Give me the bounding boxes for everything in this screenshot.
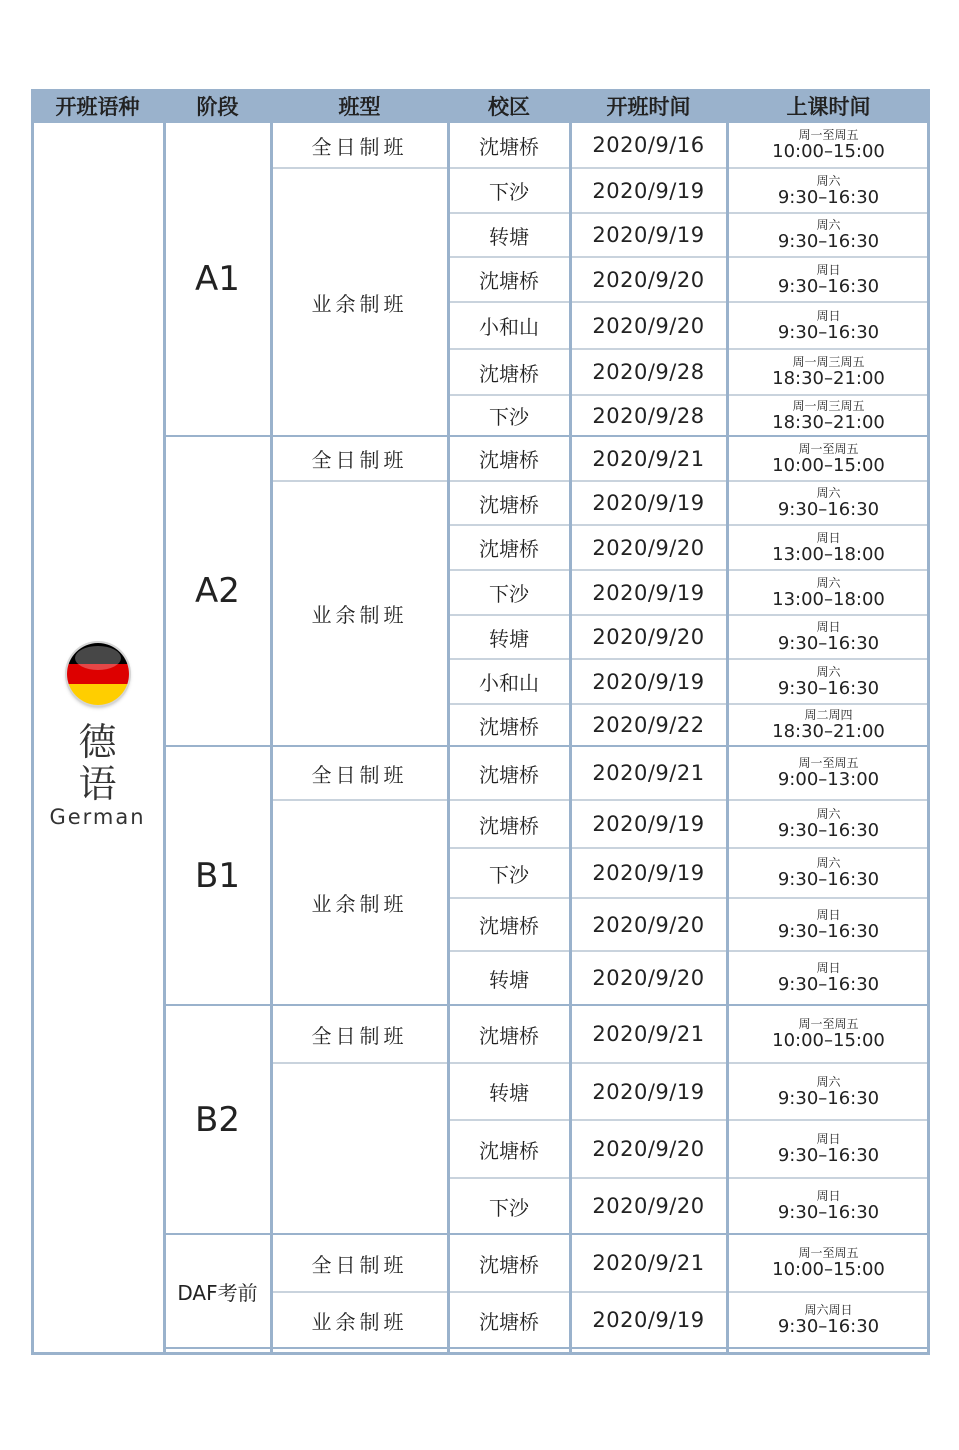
- class-time-cell: [727, 214, 930, 258]
- class-type-cell: 业余制班: [271, 801, 448, 1006]
- stage-cell: B2: [164, 1006, 271, 1235]
- class-days: 周六: [816, 575, 841, 590]
- campus-cell: 小和山: [448, 660, 570, 705]
- start-date-cell: 2020/9/19: [570, 482, 727, 526]
- class-time-cell: [727, 747, 930, 801]
- class-days: 周六周日: [804, 1303, 853, 1317]
- class-time-cell: [727, 1293, 930, 1349]
- campus-cell: 沈塘桥: [448, 1293, 570, 1349]
- campus-cell: 转塘: [448, 1064, 570, 1121]
- start-date-cell: 2020/9/19: [570, 214, 727, 258]
- class-days: 周日: [816, 620, 841, 634]
- class-type-cell: 全日制班: [271, 437, 448, 482]
- class-hours: 9:30–16:30: [777, 869, 880, 890]
- class-hours: 10:00–15:00: [772, 454, 885, 476]
- class-type-cell: [271, 1064, 448, 1235]
- campus-cell: 下沙: [448, 571, 570, 616]
- class-days: 周一至周五: [798, 441, 859, 456]
- class-days: 周一至周五: [798, 756, 859, 770]
- start-date-cell: 2020/9/20: [570, 303, 727, 350]
- campus-cell: 沈塘桥: [448, 258, 570, 303]
- language-name-cn: 德 语: [78, 720, 131, 806]
- class-days: 周六: [816, 664, 841, 679]
- class-hours: 10:00–15:00: [772, 1259, 885, 1280]
- start-date-cell: 2020/9/19: [570, 1064, 727, 1121]
- class-time-cell: [727, 482, 930, 526]
- class-days: 周日: [816, 907, 841, 922]
- campus-cell: 转塘: [448, 616, 570, 660]
- column-divider: [447, 89, 450, 1355]
- class-days: 周六: [816, 807, 841, 821]
- start-date-cell: 2020/9/19: [570, 571, 727, 616]
- class-hours: 9:00–13:00: [777, 769, 880, 790]
- start-date-cell: 2020/9/20: [570, 526, 727, 571]
- header-start-date: 开班时间: [570, 89, 727, 123]
- campus-cell: 沈塘桥: [448, 482, 570, 526]
- class-type-cell: 业余制班: [271, 482, 448, 747]
- class-hours: 9:30–16:30: [777, 321, 880, 343]
- start-date-cell: 2020/9/19: [570, 660, 727, 705]
- class-type-cell: 全日制班: [271, 1006, 448, 1064]
- campus-cell: 沈塘桥: [448, 747, 570, 801]
- campus-cell: 沈塘桥: [448, 123, 570, 169]
- campus-cell: 下沙: [448, 396, 570, 437]
- class-hours: 10:00–15:00: [772, 1030, 885, 1051]
- class-hours: 9:30–16:30: [777, 820, 880, 841]
- class-hours: 9:30–16:30: [777, 677, 880, 699]
- class-days: 周日: [816, 1132, 841, 1146]
- class-hours: 9:30–16:30: [777, 974, 880, 995]
- campus-cell: 沈塘桥: [448, 1235, 570, 1293]
- start-date-cell: 2020/9/21: [570, 437, 727, 482]
- class-type-cell: 业余制班: [271, 1293, 448, 1349]
- class-hours: 9:30–16:30: [777, 275, 880, 297]
- class-type-cell: 全日制班: [271, 1235, 448, 1293]
- class-days: 周日: [816, 1189, 841, 1203]
- class-time-cell: [727, 437, 930, 482]
- stage-cell: DAF考前: [164, 1235, 271, 1349]
- class-hours: 9:30–16:30: [777, 499, 880, 520]
- start-date-cell: 2020/9/19: [570, 849, 727, 899]
- start-date-cell: 2020/9/20: [570, 1179, 727, 1235]
- header-language: 开班语种: [31, 89, 164, 123]
- campus-cell: 下沙: [448, 849, 570, 899]
- class-days: 周六: [816, 218, 841, 232]
- class-days: 周一至周五: [798, 1246, 859, 1260]
- class-days: 周一周三周五: [792, 398, 865, 413]
- class-days: 周日: [816, 530, 841, 545]
- class-hours: 13:00–18:00: [772, 588, 885, 610]
- class-hours: 9:30–16:30: [777, 1087, 880, 1109]
- class-days: 周六: [816, 856, 841, 870]
- class-time-cell: [727, 705, 930, 747]
- campus-cell: 沈塘桥: [448, 801, 570, 849]
- start-date-cell: 2020/9/28: [570, 350, 727, 396]
- class-hours: 9:30–16:30: [777, 633, 880, 654]
- class-time-cell: [727, 952, 930, 1006]
- campus-cell: 沈塘桥: [448, 350, 570, 396]
- class-time-cell: [727, 849, 930, 899]
- class-hours: 9:30–16:30: [777, 1202, 880, 1223]
- start-date-cell: 2020/9/19: [570, 801, 727, 849]
- campus-cell: 转塘: [448, 214, 570, 258]
- class-hours: 18:30–21:00: [772, 411, 885, 433]
- header-stage: 阶段: [164, 89, 271, 123]
- campus-cell: 沈塘桥: [448, 1121, 570, 1179]
- column-divider: [726, 89, 729, 1355]
- class-time-cell: [727, 303, 930, 350]
- class-time-cell: [727, 616, 930, 660]
- class-hours: 9:30–16:30: [777, 920, 880, 942]
- class-time-cell: [727, 350, 930, 396]
- class-type-cell: 全日制班: [271, 747, 448, 801]
- start-date-cell: 2020/9/22: [570, 705, 727, 747]
- class-days: 周一至周五: [798, 128, 859, 142]
- start-date-cell: 2020/9/28: [570, 396, 727, 437]
- campus-cell: 下沙: [448, 169, 570, 214]
- class-time-cell: [727, 1121, 930, 1179]
- header-class-type: 班型: [271, 89, 448, 123]
- class-hours: 9:30–16:30: [777, 1316, 880, 1337]
- flag-stripe-gold: [67, 684, 129, 705]
- campus-cell: 沈塘桥: [448, 526, 570, 571]
- header-class-time: 上课时间: [727, 89, 930, 123]
- class-time-cell: [727, 899, 930, 952]
- stage-cell: A1: [164, 123, 271, 437]
- start-date-cell: 2020/9/16: [570, 123, 727, 169]
- class-time-cell: [727, 1179, 930, 1235]
- start-date-cell: 2020/9/20: [570, 258, 727, 303]
- start-date-cell: 2020/9/19: [570, 169, 727, 214]
- stage-cell: A2: [164, 437, 271, 747]
- class-days: 周日: [816, 262, 841, 277]
- class-time-cell: [727, 660, 930, 705]
- class-hours: 9:30–16:30: [777, 1145, 880, 1166]
- language-name-en: German: [49, 805, 146, 829]
- class-time-cell: [727, 258, 930, 303]
- start-date-cell: 2020/9/21: [570, 747, 727, 801]
- class-time-cell: [727, 801, 930, 849]
- class-type-cell: 业余制班: [271, 169, 448, 437]
- column-divider: [163, 89, 166, 1355]
- class-hours: 9:30–16:30: [777, 231, 880, 252]
- class-days: 周日: [816, 308, 841, 323]
- start-date-cell: 2020/9/20: [570, 1121, 727, 1179]
- header-campus: 校区: [448, 89, 570, 123]
- column-divider: [270, 89, 273, 1355]
- start-date-cell: 2020/9/20: [570, 899, 727, 952]
- start-date-cell: 2020/9/20: [570, 616, 727, 660]
- campus-cell: 小和山: [448, 303, 570, 350]
- campus-cell: 沈塘桥: [448, 705, 570, 747]
- campus-cell: 沈塘桥: [448, 437, 570, 482]
- column-divider: [569, 89, 572, 1355]
- class-days: 周日: [816, 961, 841, 975]
- start-date-cell: 2020/9/19: [570, 1293, 727, 1349]
- class-time-cell: [727, 571, 930, 616]
- class-days: 周六: [816, 486, 841, 500]
- start-date-cell: 2020/9/21: [570, 1006, 727, 1064]
- schedule-table: [31, 89, 930, 1355]
- stage-cell: B1: [164, 747, 271, 1006]
- class-hours: 18:30–21:00: [772, 368, 885, 389]
- campus-cell: 转塘: [448, 952, 570, 1006]
- campus-cell: 沈塘桥: [448, 1006, 570, 1064]
- class-days: 周二周四: [804, 708, 853, 722]
- class-hours: 13:00–18:00: [772, 543, 885, 565]
- class-time-cell: [727, 396, 930, 437]
- class-time-cell: [727, 123, 930, 169]
- class-days: 周六: [816, 173, 841, 188]
- class-days: 周一至周五: [798, 1017, 859, 1031]
- class-hours: 18:30–21:00: [772, 721, 885, 742]
- campus-cell: 下沙: [448, 1179, 570, 1235]
- class-type-cell: 全日制班: [271, 123, 448, 169]
- class-time-cell: [727, 1235, 930, 1293]
- class-time-cell: [727, 526, 930, 571]
- class-time-cell: [727, 169, 930, 214]
- class-time-cell: [727, 1006, 930, 1064]
- class-days: 周一周三周五: [792, 355, 865, 369]
- campus-cell: 沈塘桥: [448, 899, 570, 952]
- class-days: 周六: [816, 1074, 841, 1089]
- language-cell: [31, 123, 164, 1349]
- start-date-cell: 2020/9/20: [570, 952, 727, 1006]
- germany-flag-icon: [67, 643, 129, 705]
- class-hours: 10:00–15:00: [772, 141, 885, 162]
- class-time-cell: [727, 1064, 930, 1121]
- start-date-cell: 2020/9/21: [570, 1235, 727, 1293]
- class-hours: 9:30–16:30: [777, 186, 880, 208]
